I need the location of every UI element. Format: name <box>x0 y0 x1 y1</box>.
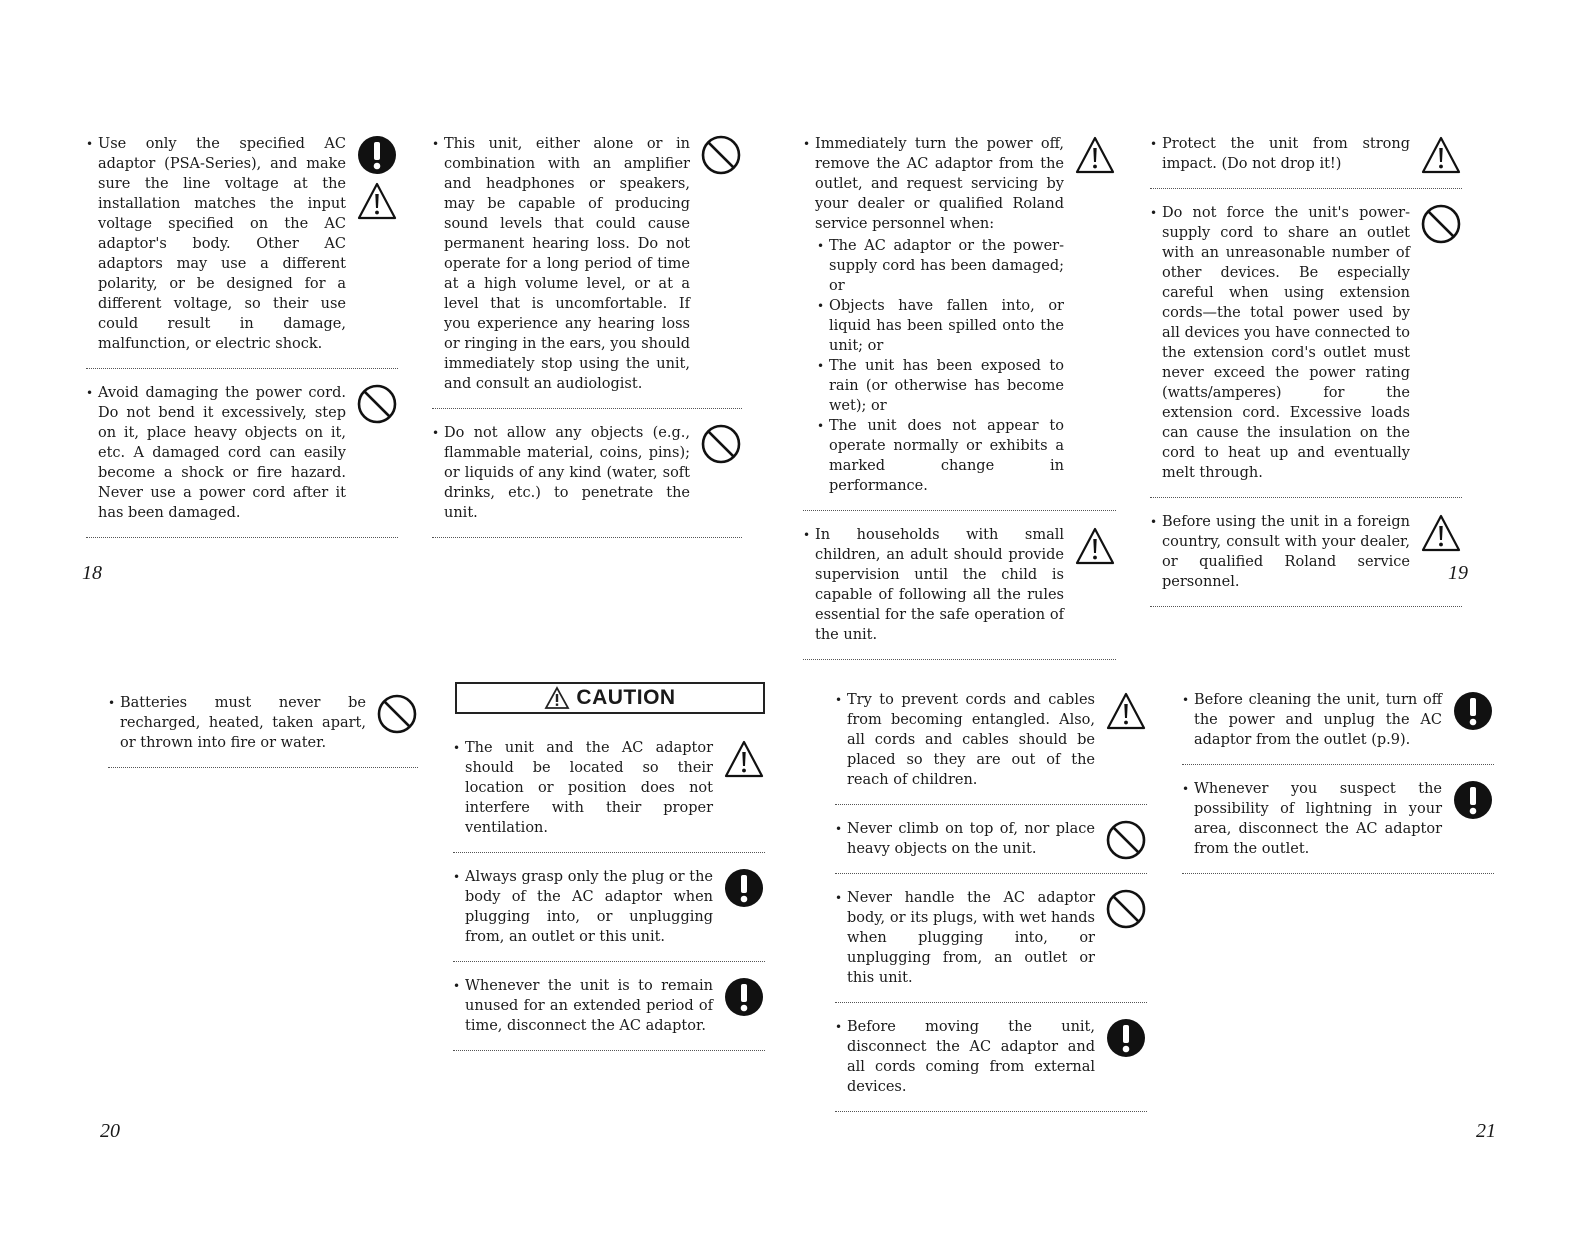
mandatory-icon <box>1452 690 1494 732</box>
condition-item: • The unit does not appear to operate normally or exhibits a marked change in performance. <box>817 416 1064 496</box>
symbol-group <box>700 134 742 176</box>
caution-label: CAUTION <box>576 686 676 709</box>
precaution-item <box>86 134 398 369</box>
page-number-21: 21 <box>1476 1120 1496 1142</box>
mandatory-icon <box>723 867 765 909</box>
symbol-group <box>1420 203 1462 245</box>
condition-list <box>817 236 1064 496</box>
precaution-item <box>835 819 1147 874</box>
symbol-group <box>1452 779 1494 821</box>
precaution-text: • In households with small children, an adult should provide supervision until the child is capable of following all the rules essential for the safe operation of the unit. <box>803 525 1064 645</box>
warning-triangle-icon <box>544 686 570 710</box>
precaution-text: • Immediately turn the power off, remove the AC adaptor from the outlet, and request servicing by your dealer or qualified Roland service personnel when: <box>803 134 1064 234</box>
precaution-text: • Avoid damaging the power cord. Do not bend it excessively, step on it, place heavy objects on it, etc. A damaged cord can easily become a shock or fire hazard. Never use a power cord after it has been damaged. <box>86 383 346 523</box>
prohibited-icon <box>1105 888 1147 930</box>
prohibited-icon <box>356 383 398 425</box>
precaution-text: • Do not force the unit's power-supply cord to share an outlet with an unreasonable number of other devices. Be especially careful when using extension cords—the total power used by all devices you have connected to the extension cord's outlet must never exceed the power rating (watts/amperes) for the extension cord. Excessive loads can cause the insulation on the cord to heat up and eventually melt through. <box>1150 203 1410 483</box>
precaution-text: • Never handle the AC adaptor body, or its plugs, with wet hands when plugging into, or unplugging from, an outlet or this unit. <box>835 888 1095 988</box>
precaution-item <box>432 423 742 538</box>
symbol-group <box>376 693 418 735</box>
symbol-group <box>1420 512 1462 554</box>
precaution-text: • This unit, either alone or in combination with an amplifier and headphones or speakers, may be capable of producing sound levels that could cause permanent hearing loss. Do not operate for a long period of time at a high volume level, or at a level that is uncomfortable. If you experience any hearing loss or ringing in the ears, you should immediately stop using the unit, and consult an audiologist. <box>432 134 690 394</box>
precaution-text: • Whenever you suspect the possibility of lightning in your area, disconnect the AC adaptor from the outlet. <box>1182 779 1442 859</box>
symbol-group <box>1452 690 1494 732</box>
page20-column-1 <box>108 693 418 782</box>
precaution-text: • Before cleaning the unit, turn off the power and unplug the AC adaptor from the outlet (p.9). <box>1182 690 1442 750</box>
symbol-group <box>1105 888 1147 930</box>
page-number-19: 19 <box>1448 562 1468 584</box>
symbol-group <box>1420 134 1462 176</box>
precaution-text: • The unit and the AC adaptor should be located so their location or position does not interfere with their proper ventilation. <box>453 738 713 838</box>
mandatory-icon <box>723 976 765 1018</box>
precaution-item <box>835 1017 1147 1112</box>
precaution-item <box>1150 134 1462 189</box>
warning-triangle-icon <box>723 738 765 780</box>
precaution-text: • Before using the unit in a foreign country, consult with your dealer, or qualified Roland service personnel. <box>1150 512 1410 592</box>
precaution-item <box>108 693 418 768</box>
precaution-item <box>1182 779 1494 874</box>
symbol-group <box>1105 1017 1147 1059</box>
precaution-text: • Always grasp only the plug or the body of the AC adaptor when plugging into, or unplugging from, an outlet or this unit. <box>453 867 713 947</box>
precaution-text: • Never climb on top of, nor place heavy objects on the unit. <box>835 819 1095 859</box>
precaution-item <box>835 690 1147 805</box>
page19-column-2 <box>1150 134 1462 621</box>
precaution-item <box>1182 690 1494 765</box>
symbol-group <box>700 423 742 465</box>
page19-column-1 <box>803 134 1116 674</box>
precaution-text: • Try to prevent cords and cables from becoming entangled. Also, all cords and cables should be placed so they are out of the reach of children. <box>835 690 1095 790</box>
mandatory-icon <box>356 134 398 176</box>
symbol-group <box>1074 134 1116 176</box>
precaution-text: • Use only the specified AC adaptor (PSA-Series), and make sure the line voltage at the installation matches the input voltage specified on the AC adaptor's body. Other AC adaptors may use a different polarity, or be designed for a different voltage, so their use could result in damage, malfunction, or electric shock. <box>86 134 346 354</box>
symbol-group <box>356 383 398 425</box>
prohibited-icon <box>700 423 742 465</box>
precaution-item <box>86 383 398 538</box>
prohibited-icon <box>1105 819 1147 861</box>
warning-triangle-icon <box>1420 512 1462 554</box>
condition-item: • Objects have fallen into, or liquid has been spilled onto the unit; or <box>817 296 1064 356</box>
precaution-item <box>803 134 1116 511</box>
mandatory-icon <box>1105 1017 1147 1059</box>
precaution-item <box>453 867 765 962</box>
precaution-text: • Batteries must never be recharged, heated, taken apart, or thrown into fire or water. <box>108 693 366 753</box>
symbol-group <box>356 134 398 222</box>
page21-column-1 <box>835 690 1147 1126</box>
symbol-group <box>1105 690 1147 732</box>
page21-column-2 <box>1182 690 1494 888</box>
symbol-group <box>723 867 765 909</box>
warning-triangle-icon <box>1105 690 1147 732</box>
precaution-item <box>453 976 765 1051</box>
condition-item: • The AC adaptor or the power-supply cord has been damaged; or <box>817 236 1064 296</box>
precaution-item <box>1150 512 1462 607</box>
page18-column-2 <box>432 134 742 552</box>
prohibited-icon <box>700 134 742 176</box>
page-number-20: 20 <box>100 1120 120 1142</box>
precaution-item <box>432 134 742 409</box>
symbol-group <box>1105 819 1147 861</box>
symbol-group <box>1074 525 1116 567</box>
prohibited-icon <box>1420 203 1462 245</box>
page20-column-2 <box>453 738 765 1065</box>
page-number-18: 18 <box>82 562 102 584</box>
symbol-group <box>723 738 765 780</box>
symbol-group <box>723 976 765 1018</box>
precaution-item <box>835 888 1147 1003</box>
caution-heading <box>455 682 765 714</box>
precaution-item <box>453 738 765 853</box>
mandatory-icon <box>1452 779 1494 821</box>
precaution-text: • Protect the unit from strong impact. (Do not drop it!) <box>1150 134 1410 174</box>
warning-triangle-icon <box>1074 134 1116 176</box>
warning-triangle-icon <box>1420 134 1462 176</box>
precaution-text: • Whenever the unit is to remain unused for an extended period of time, disconnect the AC adaptor. <box>453 976 713 1036</box>
precaution-item <box>803 525 1116 660</box>
warning-triangle-icon <box>1074 525 1116 567</box>
warning-triangle-icon <box>356 180 398 222</box>
condition-item: • The unit has been exposed to rain (or otherwise has become wet); or <box>817 356 1064 416</box>
precaution-text: • Do not allow any objects (e.g., flammable material, coins, pins); or liquids of any kind (water, soft drinks, etc.) to penetrate the unit. <box>432 423 690 523</box>
precaution-text: • Before moving the unit, disconnect the AC adaptor and all cords coming from external devices. <box>835 1017 1095 1097</box>
page18-column-1 <box>86 134 398 552</box>
prohibited-icon <box>376 693 418 735</box>
precaution-item <box>1150 203 1462 498</box>
